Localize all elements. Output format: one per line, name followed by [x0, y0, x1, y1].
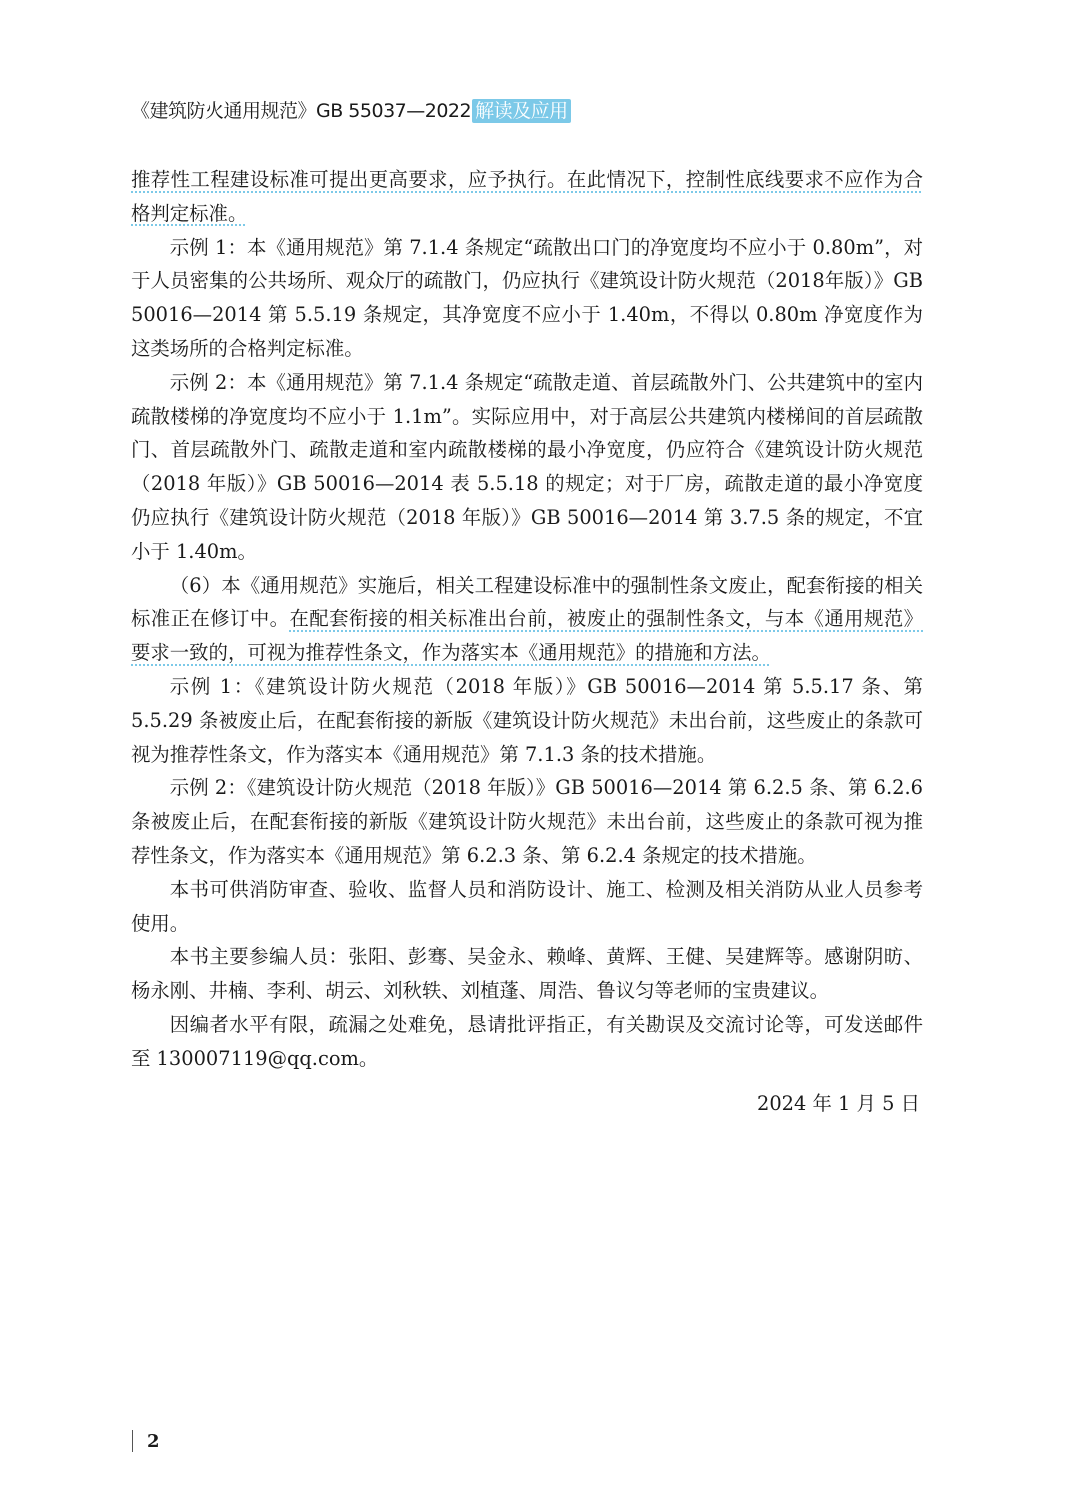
underlined-text: 在配套衔接的相关标准出台前，被废止的强制性条文，与本《通用规范》要求一致的，可视为推荐性条文，作为落实本《通用规范》的措施和方法。: [131, 607, 923, 665]
paragraph-1: [131, 163, 923, 231]
page-number-value: 2: [147, 1430, 160, 1452]
header-tag: 解读及应用: [472, 99, 571, 123]
header-title: 《建筑防火通用规范》GB 55037—2022: [131, 100, 472, 122]
paragraph-example-1: 示例 1：本《通用规范》第 7.1.4 条规定“疏散出口门的净宽度均不应小于 0.80m”，对于人员密集的公共场所、观众厅的疏散门，仍应执行《建筑设计防火规范（2018年版）》GB 50016—2014 第 5.5.19 条规定，其净宽度不应小于 1.40m，不得以 0.80m 净宽度作为这类场所的合格判定标准。: [131, 235, 923, 360]
paragraph-contributors: 本书主要参编人员：张阳、彭骞、吴金永、赖峰、黄辉、王健、吴建辉等。感谢阴昉、杨永刚、井楠、李利、胡云、刘秋轶、刘植蓬、周浩、鲁议匀等老师的宝贵建议。: [131, 945, 923, 1003]
paragraph-example-2: 示例 2：本《通用规范》第 7.1.4 条规定“疏散走道、首层疏散外门、公共建筑中的室内疏散楼梯的净宽度均不应小于 1.1m”。实际应用中，对于高层公共建筑内楼梯间的首层疏散门、首层疏散外门、疏散走道和室内疏散楼梯的最小净宽度，仍应符合《建筑设计防火规范（2018 年版）》GB 50016—2014 表 5.5.18 的规定；对于厂房，疏散走道的最小净宽度仍应执行《建筑设计防火规范（2018 年版）》GB 50016—2014 第 3.7.5 条的规定，不宜小于 1.40m。: [131, 370, 923, 563]
paragraph-contact: 因编者水平有限，疏漏之处难免，恳请批评指正，有关勘误及交流讨论等，可发送邮件至 130007119@qq.com。: [131, 1012, 923, 1070]
paragraph-item-6-text: （6）本《通用规范》实施后，相关工程建设标准中的强制性条文废止，配套衔接的相关标准正在修订中。: [131, 573, 923, 631]
underlined-text: 推荐性工程建设标准可提出更高要求，应予执行。在此情况下，控制性底线要求不应作为合格判定标准。: [131, 168, 923, 225]
paragraph-item-6: [131, 569, 923, 670]
paragraph-audience: 本书可供消防审查、验收、监督人员和消防设计、施工、检测及相关消防从业人员参考使用。: [131, 877, 923, 935]
signature-date: 2024 年 1 月 5 日: [756, 1092, 920, 1115]
page-number: [132, 1430, 160, 1452]
paragraph-example-4: 示例 2：《建筑设计防火规范（2018 年版）》GB 50016—2014 第 6.2.5 条、第 6.2.6 条被废止后，在配套衔接的新版《建筑设计防火规范》未出台前，这些废止的条款可视为推荐性条文，作为落实本《通用规范》第 6.2.3 条、第 6.2.4 条规定的技术措施。: [131, 776, 923, 867]
page-number-divider: [132, 1430, 133, 1452]
page-body: [131, 163, 923, 1076]
running-header: [131, 96, 571, 123]
paragraph-example-3: 示例 1：《建筑设计防火规范（2018 年版）》GB 50016—2014 第 5.5.17 条、第 5.5.29 条被废止后，在配套衔接的新版《建筑设计防火规范》未出台前，这些废止的条款可视为推荐性条文，作为落实本《通用规范》第 7.1.3 条的技术措施。: [131, 674, 923, 766]
